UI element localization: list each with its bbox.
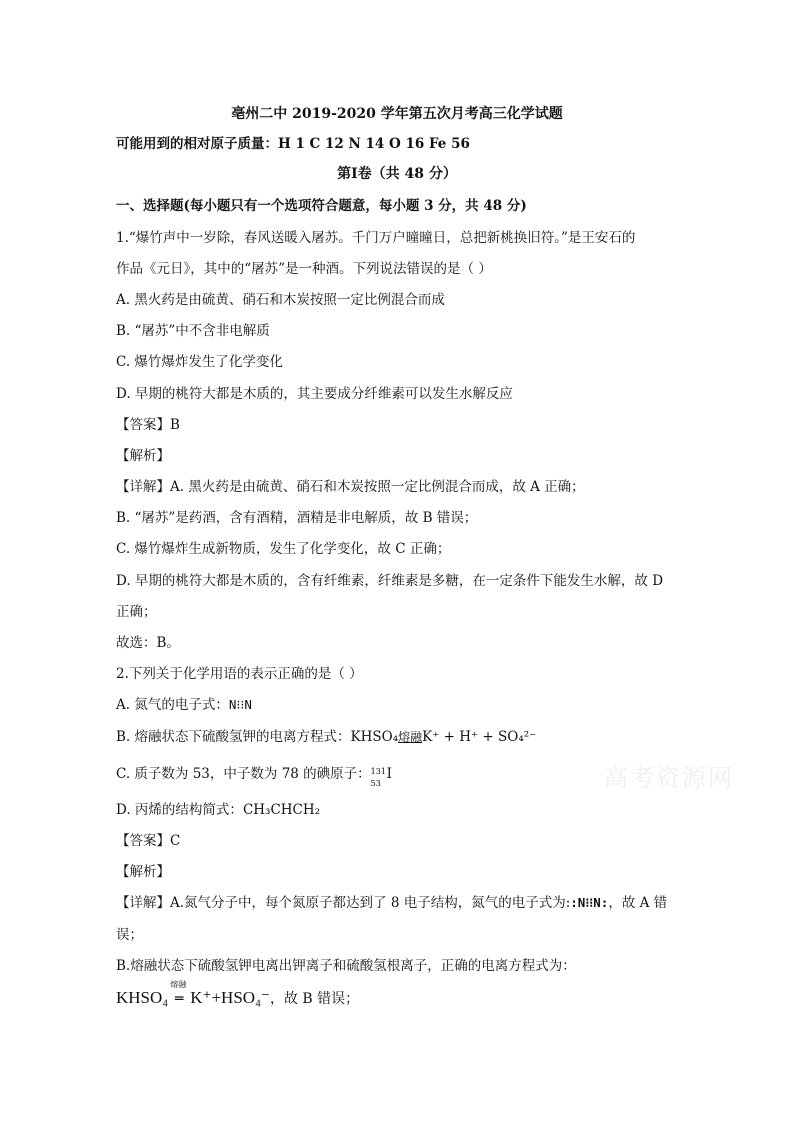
- q2-detail-a-tail: ，故 A 错: [608, 895, 668, 911]
- q2-answer: 【答案】C: [116, 833, 181, 849]
- isotope-mass-number: 131: [370, 766, 386, 776]
- section-heading: 一、选择题(每小题只有一个选项符合题意，每小题 3 分，共 48 分): [116, 198, 527, 214]
- q2-option-d: [116, 800, 686, 820]
- q1-detail-b: B. “屠苏”是药酒，含有酒精，酒精是非电解质，故 B 错误；: [116, 510, 478, 526]
- isotope-atomic-number: 53: [370, 778, 381, 788]
- q2-option-a: [116, 695, 686, 715]
- q1-option-a: A. 黑火药是由硫黄、硝石和木炭按照一定比例混合而成: [116, 292, 445, 308]
- equation-condition: 熔融: [170, 980, 187, 989]
- watermark: 高考资源网: [604, 764, 734, 792]
- q2-detail-a-line-2: 误；: [116, 927, 143, 943]
- q2-option-a-text: A. 氮气的电子式：: [116, 697, 229, 713]
- q2-option-b: [116, 727, 686, 747]
- q2-detail-a-line-1: [116, 893, 686, 913]
- equation-rhs: K⁺+HSO₄⁻: [190, 988, 270, 1007]
- q1-detail-c: C. 爆竹爆炸生成新物质，发生了化学变化，故 C 正确；: [116, 541, 451, 557]
- q2-option-c-text: C. 质子数为 53，中子数为 78 的碘原子：: [116, 766, 371, 782]
- q2-option-b-text: B. 熔融状态下硫酸氢钾的电离方程式：: [116, 729, 351, 745]
- q2-option-d-text: D. 丙烯的结构简式：: [116, 802, 243, 818]
- equation-equals: 熔融 ═: [170, 980, 187, 1007]
- q1-answer: 【答案】B: [116, 417, 180, 433]
- q1-detail-a: 【详解】A. 黑火药是由硫黄、硝石和木炭按照一定比例混合而成，故 A 正确；: [116, 479, 585, 495]
- q2-option-b-condition: 熔融: [398, 730, 423, 744]
- q1-detail-d-line-1: D. 早期的桃符大都是木质的，含有纤维素，纤维素是多糖，在一定条件下能发生水解，故 D: [116, 573, 664, 589]
- q1-analysis-label: 【解析】: [116, 448, 170, 464]
- equation-lhs: KHSO₄: [116, 988, 169, 1007]
- q2-detail-b-line-1: B.熔融状态下硫酸氢钾电离出钾离子和硫酸氢根离子，正确的电离方程式为：: [116, 958, 576, 974]
- q2-option-b-lhs: KHSO₄: [350, 729, 399, 745]
- nitrogen-electron-formula-answer: :N⁝⁝N:: [570, 895, 609, 910]
- q1-stem-line-1: 1.“爆竹声中一岁除，春风送暖入屠苏。千门万户曈曈日，总把新桃换旧符。”是王安石的: [116, 230, 636, 246]
- q1-choice: 故选：B。: [116, 635, 180, 651]
- q2-stem: 2.下列关于化学用语的表示正确的是（ ）: [116, 666, 363, 682]
- q2-option-b-rhs: K⁺ + H⁺ + SO₄²⁻: [422, 729, 537, 745]
- exam-title: 亳州二中 2019-2020 学年第五次月考高三化学试题: [231, 106, 563, 122]
- iodine-isotope-symbol: [370, 766, 387, 788]
- volume-heading: 第Ⅰ卷（共 48 分）: [337, 166, 457, 182]
- propene-formula: CH₃CHCH₂: [242, 802, 321, 818]
- q1-option-d: D. 早期的桃符大都是木质的，其主要成分纤维素可以发生水解反应: [116, 386, 513, 402]
- q1-stem-line-2: 作品《元日》，其中的“屠苏”是一种酒。下列说法错误的是（ ）: [116, 261, 492, 277]
- q1-option-c: C. 爆竹爆炸发生了化学变化: [116, 354, 283, 370]
- nitrogen-electron-formula: N⁝⁝N: [228, 697, 252, 712]
- ionization-equation: [116, 980, 360, 1022]
- atomic-masses: 可能用到的相对原子质量：H 1 C 12 N 14 O 16 Fe 56: [116, 136, 470, 152]
- q2-detail-a-text: 【详解】A.氮气分子中，每个氮原子都达到了 8 电子结构，氮气的电子式为:: [116, 895, 571, 911]
- q2-analysis-label: 【解析】: [116, 864, 170, 880]
- equation-tail: ，故 B 错误；: [269, 991, 360, 1007]
- q1-detail-d-line-2: 正确；: [116, 604, 157, 620]
- isotope-element: I: [386, 766, 393, 782]
- q1-option-b: B. “屠苏”中不含非电解质: [116, 323, 270, 339]
